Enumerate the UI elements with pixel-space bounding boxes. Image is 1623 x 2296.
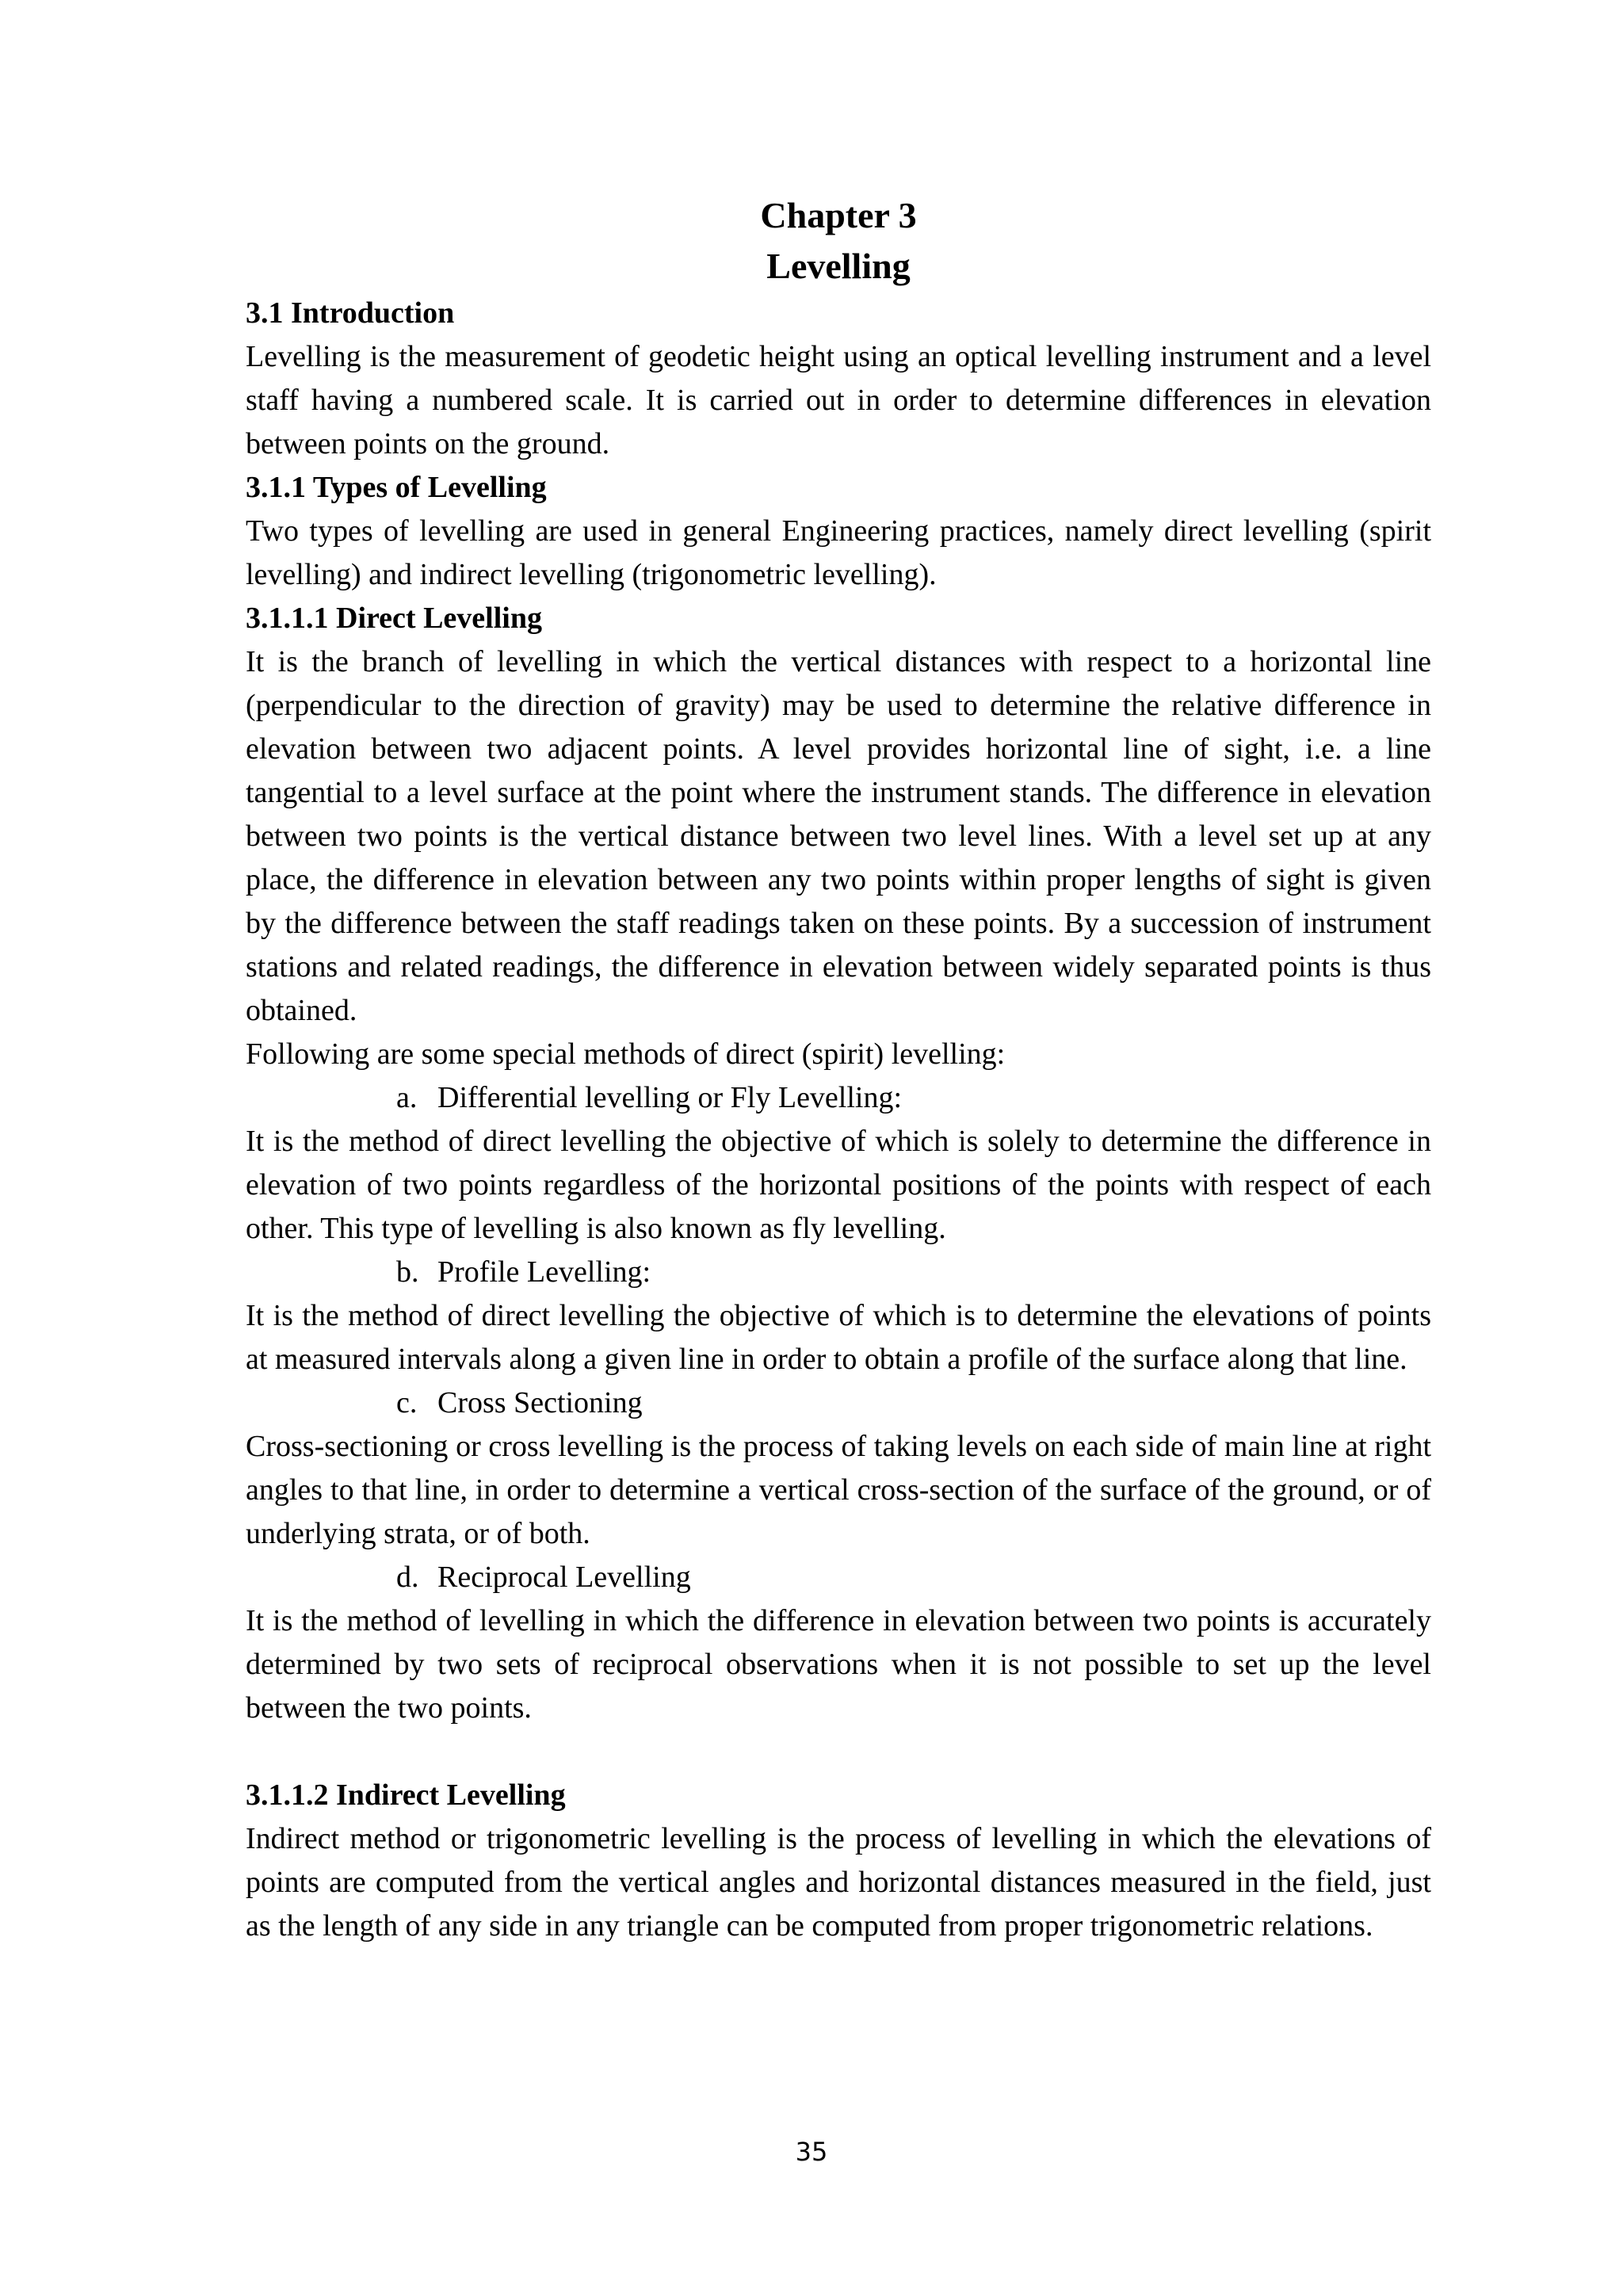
list-item-profile-levelling: [246, 1251, 1431, 1294]
section-heading-indirect-levelling: 3.1.1.2 Indirect Levelling: [246, 1778, 566, 1812]
paragraph-spacer: [246, 1730, 1431, 1774]
list-item-title: Profile Levelling:: [437, 1255, 651, 1289]
list-marker: b.: [396, 1255, 419, 1289]
indirect-levelling-paragraph: Indirect method or trigonometric levelling is the process of levelling in which the elevations of points are computed from the vertical angles and horizontal distances measured in the field, just as the length of any side in any triangle can be computed from proper trigonometric relations.: [246, 1822, 1431, 1943]
list-item-cross-sectioning: [246, 1381, 1431, 1425]
list-marker: d.: [396, 1561, 419, 1594]
chapter-title: Levelling: [766, 246, 911, 286]
section-heading-introduction: 3.1 Introduction: [246, 296, 455, 330]
list-item-reciprocal-levelling: [246, 1556, 1431, 1599]
chapter-number: Chapter 3: [760, 195, 917, 235]
list-item-title: Reciprocal Levelling: [437, 1561, 691, 1594]
section-heading-direct-levelling: 3.1.1.1 Direct Levelling: [246, 602, 542, 635]
list-marker: c.: [396, 1386, 418, 1419]
direct-levelling-paragraph: It is the branch of levelling in which the vertical distances with respect to a horizontal line (perpendicular to the direction of gravity) may be used to determine the relative difference in elevation between two adjacent points. A level provides horizontal line of sight, i.e. a line tangential to a level surface at the point where the instrument stands. The difference in elevation between two points is the vertical distance between two level lines. With a level set up at any place, the difference in elevation between any two points within proper lengths of sight is given by the difference between the staff readings taken on these points. By a succession of instrument stations and related readings, the difference in elevation between widely separated points is thus obtained.: [246, 645, 1431, 1027]
profile-levelling-paragraph: It is the method of direct levelling the objective of which is to determine the elevations of points at measured intervals along a given line in order to obtain a profile of the surface along that line.: [246, 1299, 1431, 1376]
list-item-title: Differential levelling or Fly Levelling:: [437, 1081, 903, 1114]
chapter-heading: [246, 190, 1431, 292]
document-page: [246, 190, 1431, 1948]
introduction-paragraph: Levelling is the measurement of geodetic height using an optical levelling instrument and a level staff having a numbered scale. It is carried out in order to determine differences in elevation between points on the ground.: [246, 340, 1431, 460]
types-paragraph: Two types of levelling are used in general Engineering practices, namely direct levelling (spirit levelling) and indirect levelling (trigonometric levelling).: [246, 514, 1431, 591]
list-marker: a.: [396, 1081, 418, 1114]
cross-sectioning-paragraph: Cross-sectioning or cross levelling is the process of taking levels on each side of main line at right angles to that line, in order to determine a vertical cross-section of the surface of the ground, or of underlying strata, or of both.: [246, 1430, 1431, 1550]
section-heading-types: 3.1.1 Types of Levelling: [246, 471, 547, 504]
page-number: 35: [795, 2137, 828, 2167]
methods-lead-in: Following are some special methods of direct (spirit) levelling:: [246, 1037, 1006, 1071]
list-item-differential-levelling: [246, 1076, 1431, 1120]
reciprocal-levelling-paragraph: It is the method of levelling in which the difference in elevation between two points is accurately determined by two sets of reciprocal observations when it is not possible to set up the level between the two points.: [246, 1604, 1431, 1725]
differential-levelling-paragraph: It is the method of direct levelling the objective of which is solely to determine the difference in elevation of two points regardless of the horizontal positions of the points with respect of each other. This type of levelling is also known as fly levelling.: [246, 1125, 1431, 1245]
list-item-title: Cross Sectioning: [437, 1386, 643, 1419]
